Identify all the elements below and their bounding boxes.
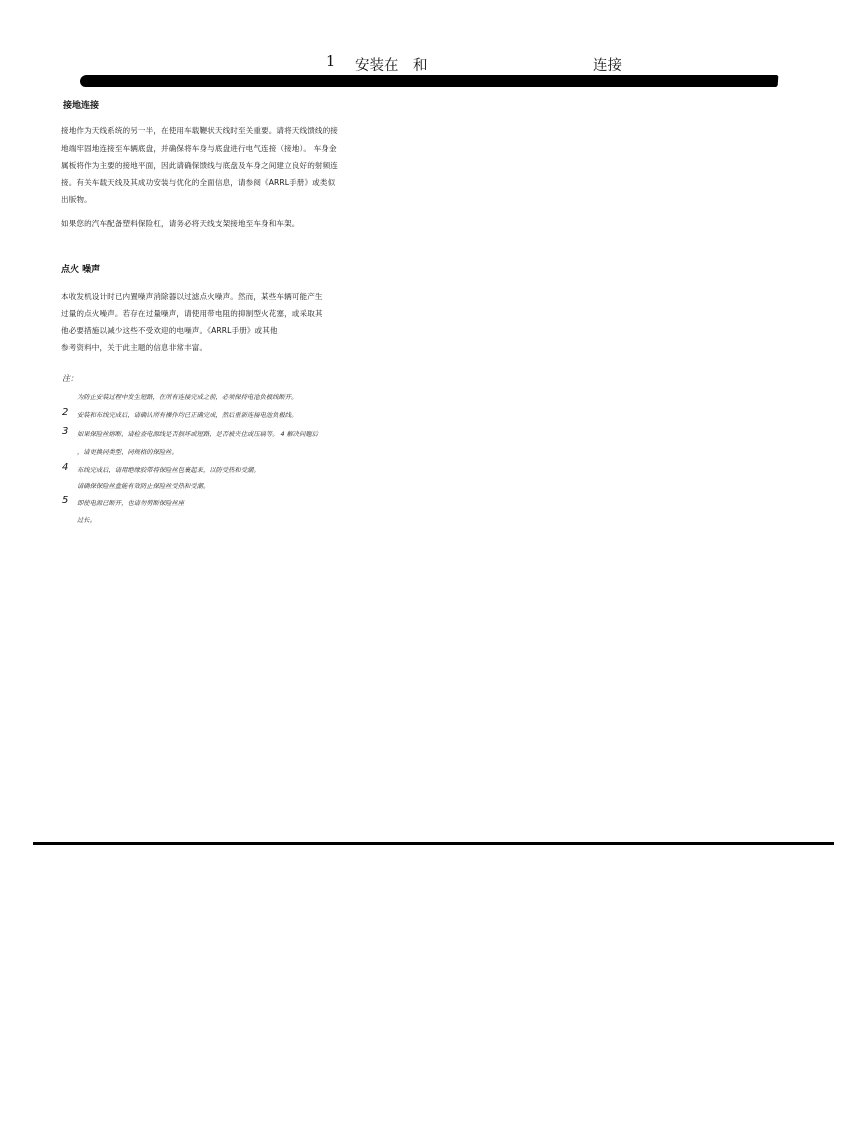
body-line: 过量的点火噪声。若存在过量噪声，请使用带电阻的抑制型火花塞，或采取其 xyxy=(61,309,323,318)
chapter-number: 1 xyxy=(326,54,336,70)
note-line: ，请更换同类型、同规格的保险丝。 xyxy=(77,449,178,456)
note-line: 为防止安装过程中发生短路，在所有连接完成之前，必须保持电池负极线断开。 xyxy=(77,394,298,401)
note-line: 布线完成后，请用绝缘胶带将保险丝包裹起来，以防受热和受潮。 xyxy=(77,467,260,474)
footer-rule xyxy=(33,842,834,845)
note-number: 2 xyxy=(62,407,69,418)
header-title-part1: 安装在 xyxy=(355,58,399,74)
body-line: 出版物。 xyxy=(61,195,92,204)
note-number: 4 xyxy=(62,462,69,473)
header-rule xyxy=(80,75,779,87)
note-line: 过长。 xyxy=(77,517,96,524)
notes-label: 注： xyxy=(62,374,78,383)
note-number: 3 xyxy=(62,426,69,437)
grounding-heading: 接地连接 xyxy=(63,101,100,111)
header-title-part3: 连接 xyxy=(593,58,622,74)
body-line: 如果您的汽车配备塑料保险杠，请务必将天线支架接地至车身和车架。 xyxy=(61,219,300,228)
body-line: 地端牢固地连接至车辆底盘，并确保将车身与底盘进行电气连接（接地）。 车身金 xyxy=(61,144,337,153)
body-line: 参考资料中，关于此主题的信息非常丰富。 xyxy=(61,343,208,352)
body-line: 本收发机设计时已内置噪声消除器以过滤点火噪声。然而，某些车辆可能产生 xyxy=(61,292,323,301)
body-line: 属板将作为主要的接地平面，因此请确保馈线与底盘及车身之间建立良好的射频连 xyxy=(61,161,338,170)
note-line: 如果保险丝熔断，请检查电源线是否损坏或短路，是否被夹住或压扁等。 4 解决问题后 xyxy=(77,431,318,438)
note-number: 5 xyxy=(62,495,69,506)
note-line: 请确保保险丝盒能有效防止保险丝受热和受潮。 xyxy=(77,483,210,490)
header-title-part2: 和 xyxy=(413,58,428,74)
page-header xyxy=(0,54,866,74)
body-line: 他必要措施以减少这些不受欢迎的电噪声。《ARRL手册》或其他 xyxy=(61,326,278,335)
ignition-heading: 点火 噪声 xyxy=(61,265,101,275)
body-line: 接地作为天线系统的另一半，在使用车载鞭状天线时至关重要。请将天线馈线的接 xyxy=(61,126,338,135)
body-line: 接。有关车载天线及其成功安装与优化的全面信息，请参阅《ARRL手册》或类似 xyxy=(61,178,336,187)
note-line: 安装和布线完成后，请确认所有操作均已正确完成，然后重新连接电池负极线。 xyxy=(77,412,298,419)
note-line: 即使电源已断开，也请勿剪断保险丝座 xyxy=(77,500,185,507)
